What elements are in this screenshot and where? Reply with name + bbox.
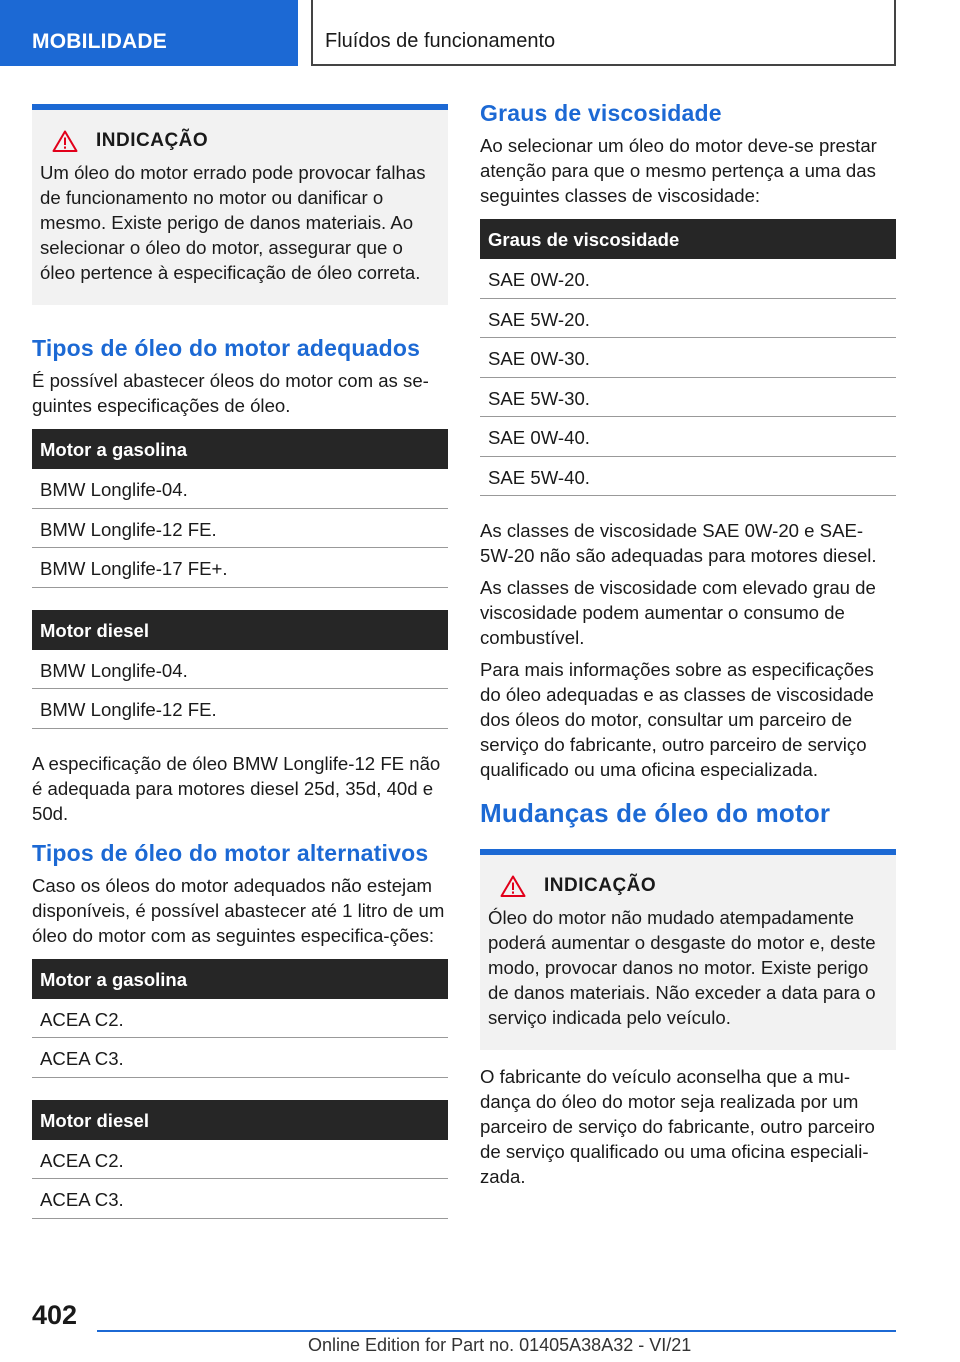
warning-notice	[32, 104, 448, 305]
table-row: BMW Longlife-12 FE.	[32, 689, 448, 729]
table-row: BMW Longlife-04.	[32, 650, 448, 690]
table-viscosity	[480, 219, 896, 496]
paragraph-alternative-intro: Caso os óleos do motor adequados não estejam disponíveis, é possível abastecer até 1 litro de um óleo do motor com as seguintes especifica‐ções:	[32, 874, 445, 946]
table-header: Motor diesel	[32, 610, 448, 650]
warning-triangle-icon	[500, 875, 526, 897]
table-row: SAE 0W-40.	[480, 417, 896, 457]
notice-label: INDICAÇÃO	[96, 130, 209, 151]
table-row: ACEA C2.	[32, 999, 448, 1039]
left-column	[32, 104, 448, 1241]
table-row: SAE 0W-30.	[480, 338, 896, 378]
edition-text: Online Edition for Part no. 01405A38A32 - VI/21	[308, 1335, 692, 1355]
table-alternative-gasoline	[32, 959, 448, 1078]
section-heading-alternative: Tipos de óleo do motor alternativos	[32, 839, 429, 866]
table-header: Motor a gasolina	[32, 959, 448, 999]
table-row: SAE 5W-20.	[480, 299, 896, 339]
paragraph-suitable-intro: É possível abastecer óleos do motor com as se‐guintes especificações de óleo.	[32, 370, 429, 416]
notice-header	[500, 875, 888, 897]
table-header: Motor diesel	[32, 1100, 448, 1140]
table-row: SAE 5W-30.	[480, 378, 896, 418]
right-column	[480, 100, 896, 1196]
table-header: Graus de viscosidade	[480, 219, 896, 259]
section-heading-viscosity: Graus de viscosidade	[480, 100, 722, 126]
notice-text: Óleo do motor não mudado atempadamente poderá aumentar o desgaste do motor e, deste modo, provocar danos no motor. Existe perigo de danos materiais. Não exceder a data para o serviço indicada pelo veículo.	[488, 907, 876, 1028]
paragraph-viscosity-1: As classes de viscosidade SAE 0W-20 e SAE-5W-20 não são adequadas para motores diesel.	[480, 520, 877, 566]
table-row: BMW Longlife-04.	[32, 469, 448, 509]
chapter-title: Fluídos de funcionamento	[311, 0, 896, 66]
warning-notice	[480, 849, 896, 1050]
warning-triangle-icon	[52, 130, 78, 152]
table-row: SAE 5W-40.	[480, 457, 896, 497]
notice-text: Um óleo do motor errado pode provocar falhas de funcionamento no motor ou danificar o mesmo. Existe perigo de danos materiais. Ao selecionar o óleo do motor, assegurar que o óleo pertence à especificação de óleo correta.	[40, 162, 426, 283]
table-row: BMW Longlife-17 FE+.	[32, 548, 448, 588]
notice-label: INDICAÇÃO	[544, 875, 657, 896]
notice-header	[52, 130, 440, 152]
section-tab: MOBILIDADE	[0, 0, 298, 66]
paragraph-viscosity-intro: Ao selecionar um óleo do motor deve-se prestar atenção para que o mesmo pertença a uma das seguintes classes de viscosidade:	[480, 135, 877, 206]
section-heading-changes: Mudanças de óleo do motor	[480, 798, 831, 828]
table-alternative-diesel	[32, 1100, 448, 1219]
page-number: 402	[32, 1300, 78, 1330]
table-suitable-diesel	[32, 610, 448, 729]
paragraph-suitable-note: A especificação de óleo BMW Longlife-12 FE não é adequada para motores diesel 25d, 35d, 40d e 50d.	[32, 752, 441, 824]
section-heading-suitable: Tipos de óleo do motor adequados	[32, 335, 421, 361]
page-header	[0, 0, 960, 66]
table-suitable-gasoline	[32, 429, 448, 588]
table-header: Motor a gasolina	[32, 429, 448, 469]
table-row: ACEA C3.	[32, 1179, 448, 1219]
paragraph-changes: O fabricante do veículo aconselha que a mu‐dança do óleo do motor seja realizada por um parceiro de serviço do fabricante, outro parceiro de serviço qualificado ou uma oficina especiali‐zada.	[480, 1066, 875, 1187]
paragraph-viscosity-2: As classes de viscosidade com elevado grau de viscosidade podem aumentar o consumo de combustível.	[480, 577, 876, 648]
table-row: ACEA C3.	[32, 1038, 448, 1078]
table-row: BMW Longlife-12 FE.	[32, 509, 448, 549]
footer-divider	[97, 1330, 896, 1332]
paragraph-viscosity-3: Para mais informações sobre as especificações do óleo adequadas e as classes de viscosidade dos óleos do motor, consultar um parceiro de serviço do fabricante, outro parceiro de serviço qualificado ou uma oficina especializada.	[480, 659, 874, 780]
table-row: SAE 0W-20.	[480, 259, 896, 299]
table-row: ACEA C2.	[32, 1140, 448, 1180]
